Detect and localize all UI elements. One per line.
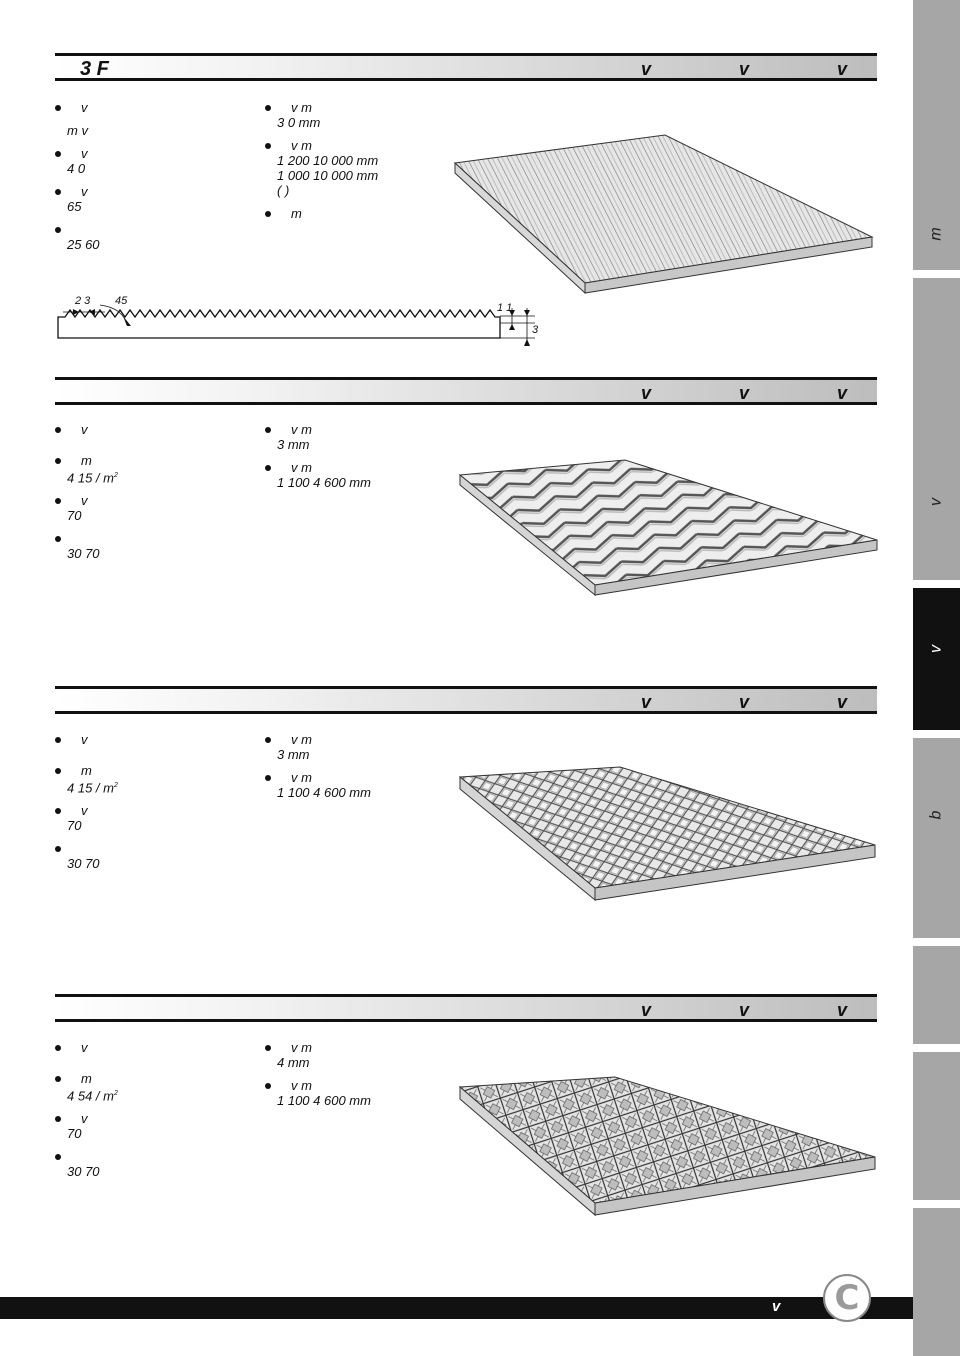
spec-line: v m xyxy=(265,100,378,115)
spec-line: 3 0 mm xyxy=(277,115,321,130)
spec-line: ( ) xyxy=(277,183,290,198)
spec-line: m xyxy=(55,1071,118,1086)
profile-thickness-label: 3 xyxy=(532,324,539,336)
spec-line: 30 70 xyxy=(67,856,100,872)
flag-row xyxy=(553,59,847,80)
spec-line: v xyxy=(55,422,118,437)
profile-drawing xyxy=(55,290,555,350)
spec-line: 4 $15 / m^2$ xyxy=(67,780,118,796)
ribbed-sheet-illustration xyxy=(450,125,880,300)
spec-line: m xyxy=(55,763,118,778)
spec-line: 4 $15 / m^2$ xyxy=(67,470,118,486)
profile-angle-label: 45 xyxy=(115,295,128,307)
spec-column xyxy=(265,1040,371,1108)
flag: v xyxy=(640,59,651,79)
spec-line: m v xyxy=(67,123,88,138)
spec-line: 4 mm xyxy=(277,1055,310,1070)
spec-column xyxy=(55,1040,118,1179)
spec-column xyxy=(265,732,371,800)
spec-line: v m xyxy=(265,138,378,153)
footer-text: v xyxy=(772,1298,781,1315)
spec-line: 1 100 4 600 mm xyxy=(277,475,371,490)
spec-line xyxy=(55,222,100,237)
side-tab[interactable] xyxy=(913,1208,960,1356)
stud-sheet-illustration xyxy=(455,1075,880,1220)
spec-line: 4 0 xyxy=(67,161,86,176)
spec-line: 3 mm xyxy=(277,747,310,762)
spec-line: v xyxy=(55,803,118,818)
flag-row xyxy=(553,383,847,404)
spec-line: 30 70 xyxy=(67,546,100,562)
spec-line: v m xyxy=(265,770,371,785)
side-tab[interactable] xyxy=(913,1052,960,1200)
side-tab-bar xyxy=(913,0,960,1356)
flag: v xyxy=(836,1000,847,1020)
spec-line: 70 xyxy=(67,508,82,524)
side-tab[interactable] xyxy=(913,278,960,580)
side-tab[interactable] xyxy=(913,738,960,938)
side-tab[interactable] xyxy=(913,946,960,1044)
spec-line xyxy=(55,531,118,546)
spec-line: v xyxy=(55,184,100,199)
flag: v xyxy=(640,1000,651,1020)
spec-line: 4 $54 / m^2$ xyxy=(67,1088,118,1104)
spec-line: v m xyxy=(265,422,371,437)
flag: v xyxy=(640,383,651,403)
chevron-sheet-illustration xyxy=(455,455,880,603)
spec-line: v m xyxy=(265,732,371,747)
spec-line: 1 100 4 600 mm xyxy=(277,1093,371,1108)
flag: v xyxy=(640,692,651,712)
side-tab-label: m xyxy=(927,227,945,241)
brand-logo: C xyxy=(823,1274,871,1322)
profile-pitch-label: 2 3 xyxy=(75,295,91,307)
diamond-sheet-illustration xyxy=(455,765,880,905)
spec-column xyxy=(265,100,378,221)
spec-line: v xyxy=(55,732,118,747)
spec-line: v m xyxy=(265,460,371,475)
spec-column xyxy=(55,422,118,561)
spec-line: v xyxy=(55,146,100,161)
spec-line: m xyxy=(55,453,118,468)
flag-row xyxy=(553,1000,847,1021)
section-title: 3 F xyxy=(80,58,109,80)
section-header xyxy=(55,377,877,405)
spec-line: 70 xyxy=(67,818,82,834)
flag: v xyxy=(836,59,847,79)
side-tab-label: v xyxy=(927,645,945,653)
spec-line xyxy=(55,1149,118,1164)
spec-line: 1 200 10 000 mm xyxy=(277,153,379,168)
side-tab-active[interactable] xyxy=(913,588,960,730)
spec-line: v xyxy=(55,100,100,115)
footer-bar xyxy=(0,1297,913,1319)
section-header xyxy=(55,994,877,1022)
section-header xyxy=(55,53,877,81)
spec-column xyxy=(55,732,118,871)
spec-line: 30 70 xyxy=(67,1164,100,1180)
side-tab[interactable] xyxy=(913,0,960,270)
spec-line: m xyxy=(265,206,378,221)
spec-line: v m xyxy=(265,1078,371,1093)
spec-line: v xyxy=(55,1111,118,1126)
spec-line: 1 000 10 000 mm xyxy=(277,168,379,183)
spec-line xyxy=(55,841,118,856)
spec-line: 65 xyxy=(67,199,82,214)
spec-line: 25 60 xyxy=(67,237,100,252)
spec-line: 70 xyxy=(67,1126,82,1142)
spec-line: 3 mm xyxy=(277,437,310,452)
flag-row xyxy=(553,692,847,713)
flag: v xyxy=(738,692,749,712)
spec-line: v xyxy=(55,493,118,508)
section-header xyxy=(55,686,877,714)
flag: v xyxy=(836,692,847,712)
spec-line: 1 100 4 600 mm xyxy=(277,785,371,800)
spec-column xyxy=(55,100,100,252)
flag: v xyxy=(738,1000,749,1020)
spec-line: v m xyxy=(265,1040,371,1055)
flag: v xyxy=(836,383,847,403)
profile-height-label: 1 1 xyxy=(497,302,513,314)
flag: v xyxy=(738,59,749,79)
spec-column xyxy=(265,422,371,490)
side-tab-label: v xyxy=(927,498,945,506)
flag: v xyxy=(738,383,749,403)
side-tab-label: b xyxy=(927,810,945,820)
spec-line: v xyxy=(55,1040,118,1055)
